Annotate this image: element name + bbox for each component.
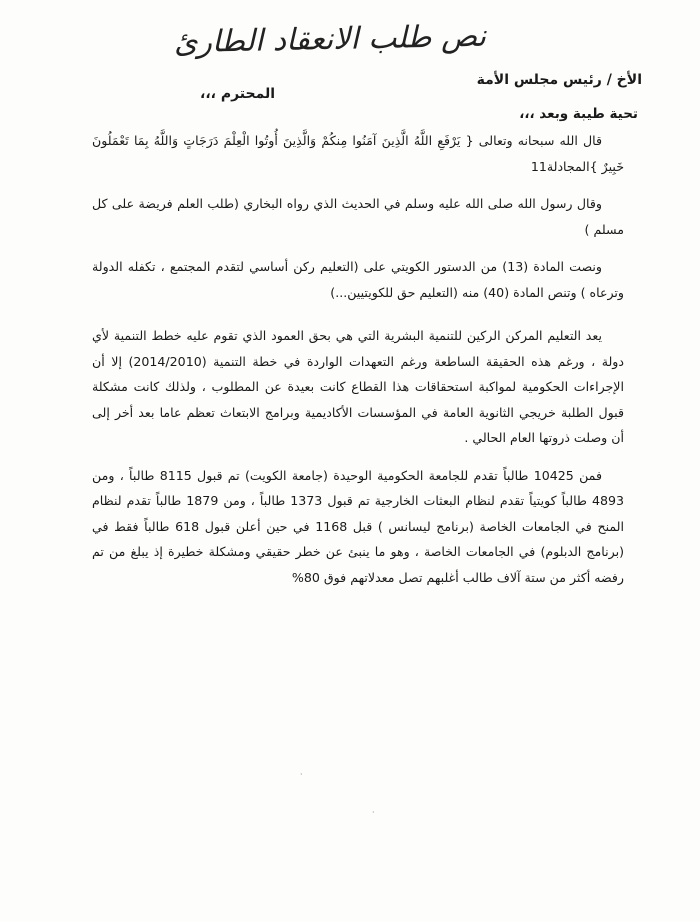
paragraph-quran-verse: قال الله سبحانه وتعالى { يَرْفَعِ اللَّهُ الَّذِينَ آمَنُوا مِنكُمْ وَالَّذِينَ أُوتُوا الْعِلْمَ دَرَجَاتٍ وَاللَّهُ بِمَا تَعْمَلُونَ خَبِيرٌ }المجادلة11 — [92, 133, 624, 174]
scan-speck: · — [372, 808, 375, 817]
paragraph-education-importance: يعد التعليم المركن الركين للتنمية البشرية التي هي بحق العمود الذي تقوم عليه خطط التنمية لأي دولة ، ورغم هذه الحقيقة الساطعة ورغم التعهدات الواردة في خطة التنمية (2014/2010) إلا أن الإجراءات الحكومية لمواكبة استحقاقات هذا القطاع كانت بعيدة عن المطلوب ، ولذلك كانت مشكلة قبول الطلبة خريجي الثانوية العامة في المؤسسات الأكاديمية وبرامج الابتعاث تعظم عاما بعد أخر إلى أن وصلت ذروتها العام الحالي . — [92, 328, 624, 445]
handwritten-title: نص طلب الانعقاد الطارئ — [173, 18, 487, 61]
honorific-line: المحترم ،،، — [200, 86, 276, 102]
letter-body — [92, 128, 624, 590]
scan-speck: · — [300, 770, 303, 779]
paragraph-hadith: وقال رسول الله صلى الله عليه وسلم في الحديث الذي رواه البخاري (طلب العلم فريضة على كل مسلم ) — [92, 196, 624, 237]
paragraph-admission-statistics: فمن 10425 طالباً تقدم للجامعة الحكومية الوحيدة (جامعة الكويت) تم قبول 8115 طالباً ، ومن 4893 طالباً كويتياً تقدم لنظام البعثات الخارجية تم قبول 1373 طالباً ، ومن 1879 طالباً تقدم لنظام المنح في الجامعات الخاصة (برنامج ليسانس ) قبل 1168 في حين أعلن قبول 618 طالباً فقط في (برنامج الدبلوم) في الجامعات الخاصة ، وهو ما ينبئ عن خطر حقيقي ومشكلة خطيرة إذ يبلغ من تم رفضه أكثر من ستة آلاف طالب أغلبهم تصل معدلاتهم فوق 80% — [92, 467, 625, 585]
addressee-line: الأخ / رئيس مجلس الأمة — [476, 72, 642, 88]
greeting-line: تحية طيبة وبعد ،،، — [519, 106, 638, 122]
paragraph-constitution: ونصت المادة (13) من الدستور الكويتي على (التعليم ركن أساسي لتقدم المجتمع ، تكفله الدولة وترعاه ) وتنص المادة (40) منه (التعليم حق للكويتيين...) — [92, 259, 624, 300]
